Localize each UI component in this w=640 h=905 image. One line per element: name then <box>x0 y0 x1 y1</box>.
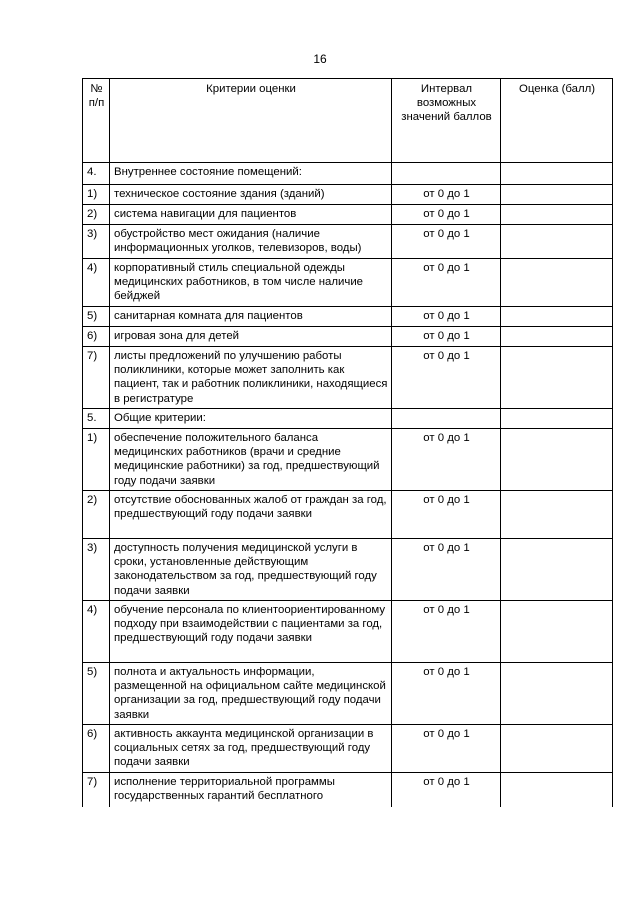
row-number: 7) <box>83 773 110 807</box>
row-score <box>501 773 613 807</box>
table-header-row <box>83 79 613 163</box>
row-score <box>501 429 613 491</box>
row-range: от 0 до 1 <box>392 663 501 725</box>
row-number: 6) <box>83 725 110 773</box>
header-score: Оценка (балл) <box>501 79 613 163</box>
row-number: 1) <box>83 429 110 491</box>
table-row <box>83 491 613 539</box>
table-row <box>83 347 613 409</box>
row-criterion: листы предложений по улучшению работы поликлиники, которые может заполнить как пациент, так и работник поликлиники, находящиеся в регистратуре <box>110 347 392 409</box>
row-number: 5) <box>83 663 110 725</box>
row-range: от 0 до 1 <box>392 205 501 225</box>
row-score <box>501 347 613 409</box>
row-criterion: обустройство мест ожидания (наличие информационных уголков, телевизоров, воды) <box>110 225 392 259</box>
row-criterion: санитарная комната для пациентов <box>110 307 392 327</box>
row-range: от 0 до 1 <box>392 327 501 347</box>
row-criterion: обучение персонала по клиентоориентированному подходу при взаимодействии с пациентами за год, предшествующий году подачи заявки <box>110 601 392 663</box>
criteria-table <box>82 78 613 807</box>
row-criterion: система навигации для пациентов <box>110 205 392 225</box>
row-number: 4. <box>83 163 110 185</box>
row-range: от 0 до 1 <box>392 225 501 259</box>
row-criterion: активность аккаунта медицинской организации в социальных сетях за год, предшествующий году подачи заявки <box>110 725 392 773</box>
row-score <box>501 491 613 539</box>
row-number: 4) <box>83 601 110 663</box>
table-row <box>83 539 613 601</box>
row-score <box>501 205 613 225</box>
row-score <box>501 225 613 259</box>
table-row <box>83 205 613 225</box>
row-number: 3) <box>83 225 110 259</box>
row-range: от 0 до 1 <box>392 539 501 601</box>
row-number: 3) <box>83 539 110 601</box>
table-row <box>83 185 613 205</box>
row-range: от 0 до 1 <box>392 429 501 491</box>
table-row <box>83 663 613 725</box>
row-criterion: Внутреннее состояние помещений: <box>110 163 392 185</box>
row-criterion: игровая зона для детей <box>110 327 392 347</box>
row-range: от 0 до 1 <box>392 773 501 807</box>
row-criterion: отсутствие обоснованных жалоб от граждан за год, предшествующий году подачи заявки <box>110 491 392 539</box>
table-row <box>83 259 613 307</box>
table-row <box>83 163 613 185</box>
row-criterion: Общие критерии: <box>110 409 392 429</box>
table-row <box>83 725 613 773</box>
row-score <box>501 663 613 725</box>
row-range: от 0 до 1 <box>392 259 501 307</box>
page-number: 16 <box>313 52 327 66</box>
header-range: Интервал возможных значений баллов <box>392 79 501 163</box>
row-score <box>501 259 613 307</box>
row-number: 5. <box>83 409 110 429</box>
row-score <box>501 539 613 601</box>
table-row <box>83 327 613 347</box>
row-range: от 0 до 1 <box>392 307 501 327</box>
row-range <box>392 409 501 429</box>
row-score <box>501 307 613 327</box>
row-criterion: доступность получения медицинской услуги в сроки, установленные действующим законодательством за год, предшествующий году подачи заявки <box>110 539 392 601</box>
row-criterion: обеспечение положительного баланса медицинских работников (врачи и средние медицинские работники) за год, предшествующий году подачи заявки <box>110 429 392 491</box>
row-criterion: исполнение территориальной программы государственных гарантий бесплатного <box>110 773 392 807</box>
table-row <box>83 773 613 807</box>
row-range: от 0 до 1 <box>392 185 501 205</box>
table-row <box>83 307 613 327</box>
header-number: № п/п <box>83 79 110 163</box>
row-score <box>501 601 613 663</box>
row-range: от 0 до 1 <box>392 601 501 663</box>
table-row <box>83 429 613 491</box>
row-range: от 0 до 1 <box>392 347 501 409</box>
row-number: 7) <box>83 347 110 409</box>
header-criteria: Критерии оценки <box>110 79 392 163</box>
table-row <box>83 601 613 663</box>
table-row <box>83 225 613 259</box>
row-range <box>392 163 501 185</box>
row-number: 6) <box>83 327 110 347</box>
row-number: 2) <box>83 491 110 539</box>
row-criterion: техническое состояние здания (зданий) <box>110 185 392 205</box>
row-number: 2) <box>83 205 110 225</box>
row-number: 1) <box>83 185 110 205</box>
row-score <box>501 409 613 429</box>
row-score <box>501 725 613 773</box>
table-row <box>83 409 613 429</box>
row-number: 5) <box>83 307 110 327</box>
row-score <box>501 327 613 347</box>
row-range: от 0 до 1 <box>392 491 501 539</box>
row-criterion: полнота и актуальность информации, размещенной на официальном сайте медицинской организации за год, предшествующий году подачи заявки <box>110 663 392 725</box>
row-criterion: корпоративный стиль специальной одежды медицинских работников, в том числе наличие бейджей <box>110 259 392 307</box>
row-score <box>501 185 613 205</box>
row-number: 4) <box>83 259 110 307</box>
row-range: от 0 до 1 <box>392 725 501 773</box>
row-score <box>501 163 613 185</box>
